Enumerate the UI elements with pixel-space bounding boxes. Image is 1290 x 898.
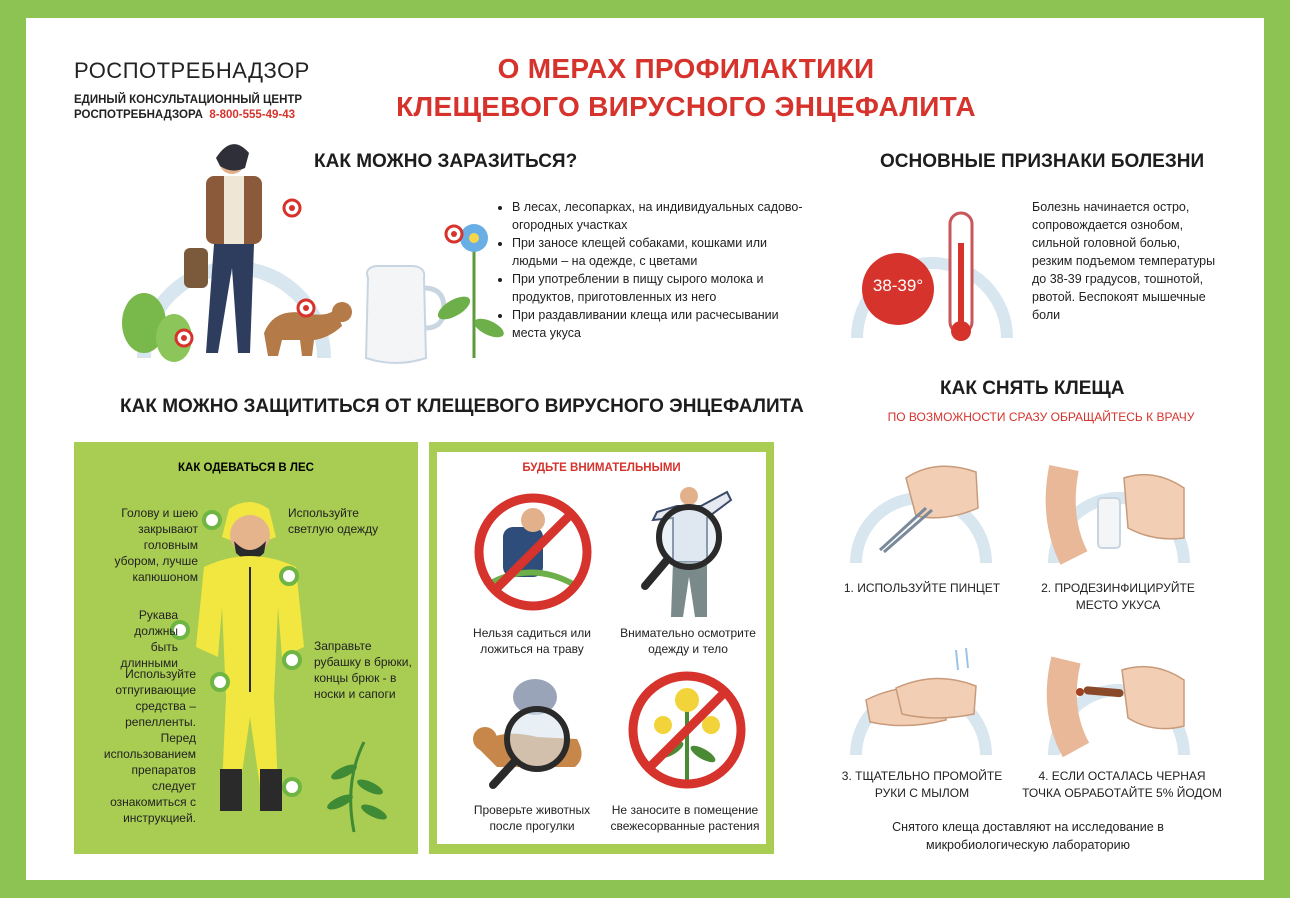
dress-title: КАК ОДЕВАТЬСЯ В ЛЕС [178,462,314,474]
no-plants-sign [627,670,747,790]
org-name: РОСПОТРЕБНАДЗОР [74,58,310,83]
removal-step-1: 1. ИСПОЛЬЗУЙТЕ ПИНЦЕТ [843,581,1001,595]
signs-text: Болезнь начинается остро, сопровождается ознобом, сильной головной болью, резким подъемом температуры до 38-39 градусов, тошнотой, рвотой. Беспокоят мышечные боли [1032,200,1216,322]
note-tuck: Заправьте рубашку в брюки, концы брюк - в носки и сапоги [314,639,412,701]
note-light-clothing: Используйте светлую одежду [288,506,379,536]
thermometer-illustration [842,203,1022,343]
list-item: • В лесах, лесопарках, на индивидуальных садово-огородных участках [512,198,812,234]
note-no-sitting: Нельзя садиться или ложиться на траву [473,626,591,656]
note-inspect: Внимательно осмотрите одежду и тело [620,626,756,656]
org-line1: ЕДИНЫЙ КОНСУЛЬТАЦИОННЫЙ ЦЕНТР [74,94,303,106]
attention-inner [437,452,766,844]
note-check-pets: Проверьте животных после прогулки [473,803,591,833]
removal-step-2: 2. ПРОДЕЗИНФИЦИРУЙТЕ МЕСТО УКУСА [1041,581,1195,612]
attention-title: БУДЬТЕ ВНИМАТЕЛЬНЫМИ [522,462,681,474]
no-sitting-sign [473,492,593,612]
main-title-line2: КЛЕЩЕВОГО ВИРУСНОГО ЭНЦЕФАЛИТА [396,91,976,122]
removal-step-4: 4. ЕСЛИ ОСТАЛАСЬ ЧЕРНАЯ ТОЧКА ОБРАБОТАЙТЕ 5% ЙОДОМ [1022,769,1222,800]
note-head: Голову и шею закрывают головным убором, лучше капюшоном [114,506,198,584]
removal-subheading: ПО ВОЗМОЖНОСТИ СРАЗУ ОБРАЩАЙТЕСЬ К ВРАЧУ [887,410,1195,424]
removal-step-3: 3. ТЩАТЕЛЬНО ПРОМОЙТЕ РУКИ С МЫЛОМ [841,769,1003,800]
iodine-illustration [1044,630,1194,760]
pets-magnifier [467,667,597,787]
main-title [366,50,1006,126]
list-item: • При заносе клещей собаками, кошками или людьми – на одежде, с цветами [512,234,812,270]
attention-panel [429,442,774,854]
tweezers-illustration [846,438,996,568]
hotline-phone: 8-800-555-49-43 [209,109,296,121]
org-subtitle [74,93,302,123]
list-item: • При раздавливании клеща или расчесывании места укуса [512,306,812,342]
disinfect-illustration [1044,438,1194,568]
inspect-magnifier [637,482,747,622]
poster [26,18,1264,880]
removal-footer: Снятого клеща доставляют на исследование в микробиологическую лабораторию [892,820,1164,852]
infection-list [496,198,812,342]
temperature-label: 38-39° [872,276,924,295]
note-no-plants: Не заносите в помещение свежесорванные растения [610,803,760,833]
note-repellent: Используйте отпугивающие средства – репелленты. Перед использованием препаратов следует ознакомиться с инструкцией. [103,667,196,825]
list-item: • При употреблении в пищу сырого молока и продуктов, приготовленных из него [512,270,812,306]
signs-heading: ОСНОВНЫЕ ПРИЗНАКИ БОЛЕЗНИ [880,151,1205,172]
walker-illustration [114,128,494,368]
main-title-line1: О МЕРАХ ПРОФИЛАКТИКИ [497,53,875,84]
dress-panel [74,442,418,854]
infection-heading: КАК МОЖНО ЗАРАЗИТЬСЯ? [314,151,578,172]
protect-heading: КАК МОЖНО ЗАЩИТИТЬСЯ ОТ КЛЕЩЕВОГО ВИРУСНОГО ЭНЦЕФАЛИТА [120,396,804,417]
note-sleeves: Рукава должны быть длинными [120,608,178,670]
handwash-illustration [846,630,996,760]
org-line2: РОСПОТРЕБНАДЗОРА [74,109,203,121]
removal-heading: КАК СНЯТЬ КЛЕЩА [940,378,1125,399]
